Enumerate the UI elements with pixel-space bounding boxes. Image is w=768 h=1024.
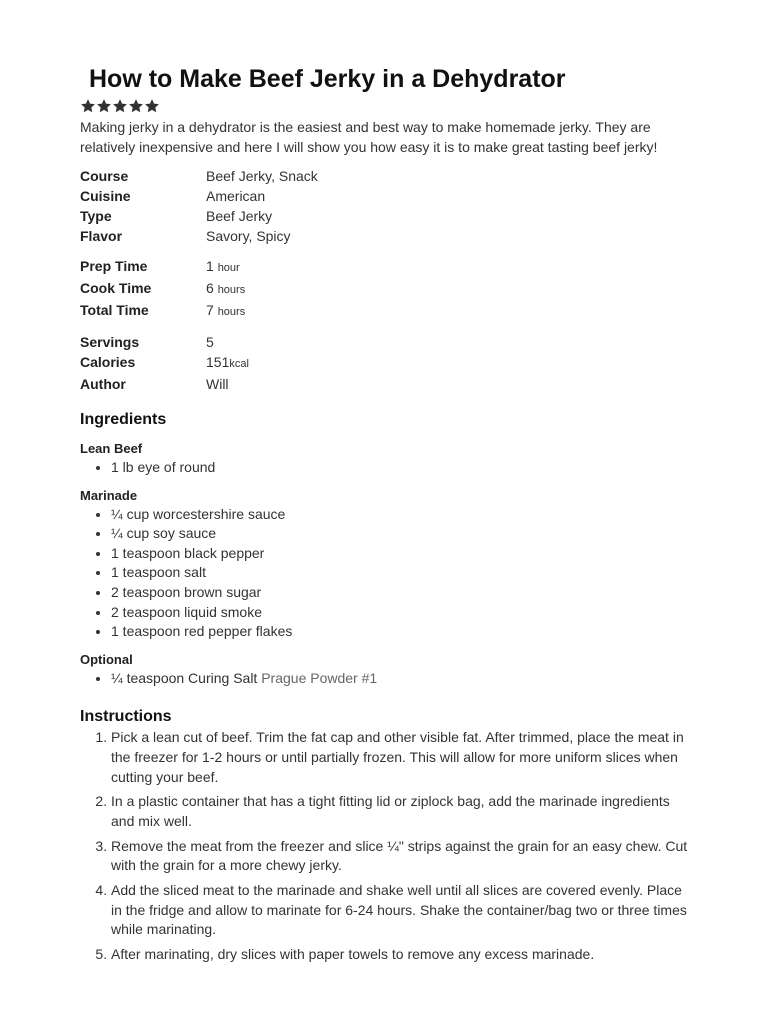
ingredient-item: • ¼ cup worcestershire sauce	[111, 505, 700, 525]
calories-amount: 151	[206, 354, 230, 370]
ingredient-item: • 1 teaspoon black pepper	[111, 544, 700, 564]
meta-label: Cook Time	[80, 280, 152, 296]
time-amount: 1	[206, 258, 214, 274]
meta-value	[206, 352, 249, 374]
meta-info-group	[80, 332, 700, 394]
meta-value	[206, 278, 245, 300]
ingredient-note-link[interactable]: Prague Powder #1	[261, 669, 378, 686]
recipe-title: How to Make Beef Jerky in a Dehydrator	[89, 65, 566, 93]
meta-label: Course	[80, 168, 129, 184]
ingredient-item: • 1 teaspoon red pepper flakes	[111, 622, 700, 642]
meta-value: Beef Jerky	[206, 208, 273, 224]
rating-stars[interactable]	[80, 96, 700, 116]
meta-label: Cuisine	[80, 188, 131, 204]
ingredient-group-lean-beef	[80, 440, 700, 478]
ingredient-item: • 1 teaspoon salt	[111, 563, 700, 583]
ingredient-item	[111, 669, 700, 689]
meta-value	[206, 256, 240, 278]
ingredient-list	[80, 458, 700, 478]
ingredient-group-title: Marinade	[80, 487, 138, 503]
time-unit: hour	[217, 262, 240, 274]
meta-value: American	[206, 188, 266, 204]
ingredient-group-optional	[80, 651, 700, 689]
ingredient-item: • 2 teaspoon brown sugar	[111, 583, 700, 603]
meta-cook-row	[80, 278, 700, 300]
meta-calories-row	[80, 352, 700, 374]
meta-label: Servings	[80, 334, 140, 350]
meta-total-row	[80, 300, 700, 322]
meta-value: Beef Jerky, Snack	[206, 168, 318, 184]
meta-servings-row	[80, 332, 700, 352]
star-icon[interactable]	[112, 98, 128, 114]
instruction-step: 3. Remove the meat from the freezer and slice ¼" strips against the grain for an easy chew. Cut with the grain for a more chewy jerky.	[111, 837, 691, 877]
calories-unit: kcal	[229, 358, 249, 370]
time-unit: hours	[217, 306, 246, 318]
instruction-step: 2. In a plastic container that has a tight fitting lid or ziplock bag, add the marinade ingredients and mix well.	[111, 792, 691, 832]
meta-tags-group	[80, 166, 700, 246]
meta-course-row	[80, 166, 700, 186]
ingredient-list	[80, 669, 700, 689]
meta-label: Author	[80, 376, 126, 392]
star-icon[interactable]	[96, 98, 112, 114]
instruction-step: 5. After marinating, dry slices with paper towels to remove any excess marinade.	[111, 945, 691, 965]
instructions-heading: Instructions	[80, 708, 172, 726]
meta-cuisine-row	[80, 186, 700, 206]
servings-value[interactable]: 5	[206, 334, 214, 350]
ingredient-group-marinade	[80, 487, 700, 642]
meta-label: Prep Time	[80, 258, 148, 274]
star-icon[interactable]	[144, 98, 160, 114]
instruction-step: 4. Add the sliced meat to the marinade and shake well until all slices are covered evenly. Place in the fridge and allow to marinate for 6-24 hours. Shake the container/bag two or three times while marinating.	[111, 881, 691, 940]
ingredient-group-title: Optional	[80, 651, 133, 667]
meta-label: Flavor	[80, 228, 123, 244]
meta-label: Calories	[80, 354, 136, 370]
meta-flavor-row	[80, 226, 700, 246]
ingredient-item: • ¼ cup soy sauce	[111, 524, 700, 544]
time-unit: hours	[217, 284, 246, 296]
meta-times-group	[80, 256, 700, 322]
time-amount: 7	[206, 302, 214, 318]
instruction-list	[80, 728, 691, 964]
instruction-step: 1. Pick a lean cut of beef. Trim the fat cap and other visible fat. After trimmed, place the meat in the freezer for 1-2 hours or until partially frozen. This will allow for more uniform slices when cutting your beef.	[111, 728, 691, 787]
meta-value: Will	[206, 376, 229, 392]
ingredients-heading: Ingredients	[80, 411, 167, 428]
ingredient-list	[80, 505, 700, 642]
meta-value: Savory, Spicy	[206, 228, 291, 244]
meta-value	[206, 300, 245, 322]
recipe-meta	[80, 166, 700, 394]
recipe-summary: Making jerky in a dehydrator is the easiest and best way to make homemade jerky. They are relatively inexpensive and here I will show you how easy it is to make great tasting beef jerky!	[80, 119, 658, 155]
meta-label: Total Time	[80, 302, 149, 318]
ingredient-group-title: Lean Beef	[80, 441, 143, 456]
meta-prep-row	[80, 256, 700, 278]
meta-label: Type	[80, 208, 112, 224]
time-amount: 6	[206, 280, 214, 296]
ingredient-item: • 2 teaspoon liquid smoke	[111, 603, 700, 623]
ingredient-text: ¼ teaspoon Curing Salt	[111, 669, 258, 686]
meta-type-row	[80, 206, 700, 226]
star-icon[interactable]	[80, 98, 96, 114]
ingredient-item: • 1 lb eye of round	[111, 458, 700, 478]
meta-author-row	[80, 374, 700, 394]
star-icon[interactable]	[128, 98, 144, 114]
